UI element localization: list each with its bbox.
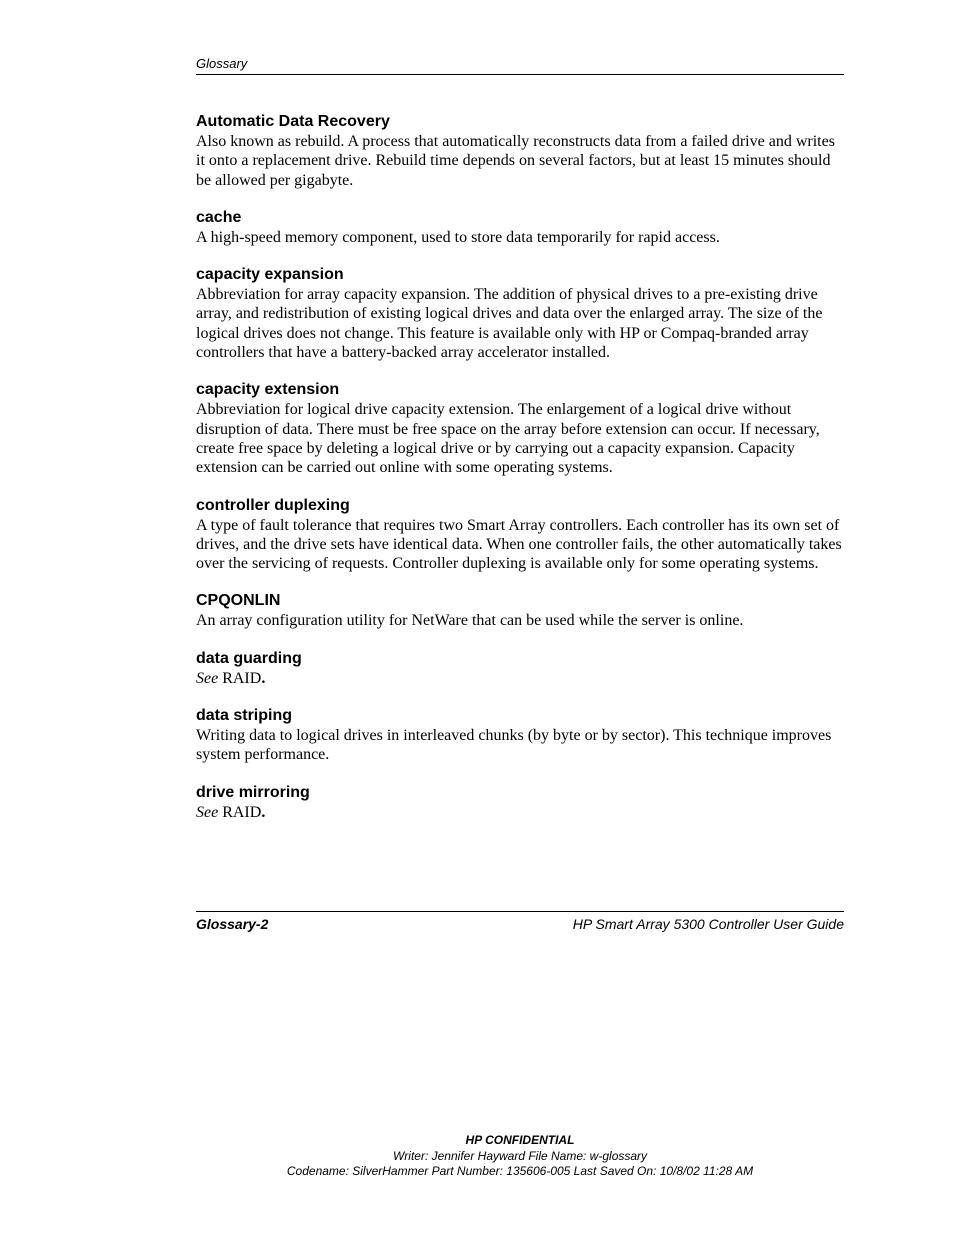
glossary-term: drive mirroring <box>196 783 310 801</box>
glossary-definition: Abbreviation for array capacity expansion. The addition of physical drives to a pre-existing drive array, and redistribution of existing logical drives and data over the enlarged array. The size of the logical drives does not change. This feature is available only with HP or Compaq-branded array controllers that have a battery-backed array accelerator installed. <box>196 286 823 362</box>
glossary-term: data striping <box>196 707 293 725</box>
glossary-entry-capacity-extension <box>196 380 844 477</box>
glossary-entry-capacity-expansion <box>196 265 844 362</box>
page-footer <box>196 911 844 933</box>
confidential-writer-line: Writer: Jennifer Hayward File Name: w-glossary <box>392 1148 648 1163</box>
confidential-title: HP CONFIDENTIAL <box>465 1133 575 1147</box>
glossary-entry-drive-mirroring <box>196 783 844 822</box>
glossary-term: data guarding <box>196 649 302 667</box>
see-target: RAID <box>218 669 262 687</box>
glossary-entry-data-striping <box>196 706 844 765</box>
see-word: See <box>196 803 219 821</box>
glossary-entry-cpqonlin <box>196 591 844 630</box>
see-period: . <box>261 669 266 687</box>
glossary-term: capacity expansion <box>196 266 344 284</box>
running-header <box>196 55 844 75</box>
glossary-entry-automatic-data-recovery <box>196 112 844 190</box>
running-header-title: Glossary <box>196 56 248 71</box>
glossary-definition: Writing data to logical drives in interleaved chunks (by byte or by sector). This technique improves system performance. <box>196 727 832 764</box>
glossary-definition: A type of fault tolerance that requires two Smart Array controllers. Each controller has its own set of drives, and the drive sets have identical data. When one controller fails, the other automatically takes over the servicing of requests. Controller duplexing is available only for some operating systems. <box>196 516 842 573</box>
glossary-definition: Also known as rebuild. A process that automatically reconstructs data from a failed drive and writes it onto a replacement drive. Rebuild time depends on several factors, but at least 15 minutes should be allowed per gigabyte. <box>196 133 835 189</box>
book-title: HP Smart Array 5300 Controller User Guide <box>572 916 844 932</box>
glossary-term: cache <box>196 208 242 226</box>
glossary-term: Automatic Data Recovery <box>196 113 390 130</box>
glossary-content <box>196 112 844 840</box>
see-target: RAID <box>218 803 262 821</box>
glossary-term: controller duplexing <box>196 496 350 514</box>
glossary-see-reference <box>196 669 844 688</box>
glossary-entry-data-guarding <box>196 649 844 688</box>
glossary-entry-cache <box>196 208 844 247</box>
glossary-see-reference <box>196 803 844 822</box>
glossary-term: CPQONLIN <box>196 592 281 610</box>
confidential-codename-line: Codename: SilverHammer Part Number: 135606-005 Last Saved On: 10/8/02 11:28 AM <box>286 1164 754 1178</box>
see-period: . <box>261 803 266 821</box>
see-word: See <box>196 669 219 687</box>
glossary-definition: An array configuration utility for NetWare that can be used while the server is online. <box>196 612 744 630</box>
glossary-definition: Abbreviation for logical drive capacity extension. The enlargement of a logical drive without disruption of data. There must be free space on the array before extension can occur. If necessary, create free space by deleting a logical drive or by carrying out a capacity expansion. Capacity extension can be carried out online with some operating systems. <box>196 401 820 477</box>
glossary-entry-controller-duplexing <box>196 496 844 574</box>
confidential-notice <box>0 1133 954 1180</box>
glossary-definition: A high-speed memory component, used to store data temporarily for rapid access. <box>196 228 720 246</box>
glossary-term: capacity extension <box>196 381 340 399</box>
page-number: Glossary-2 <box>196 916 269 932</box>
